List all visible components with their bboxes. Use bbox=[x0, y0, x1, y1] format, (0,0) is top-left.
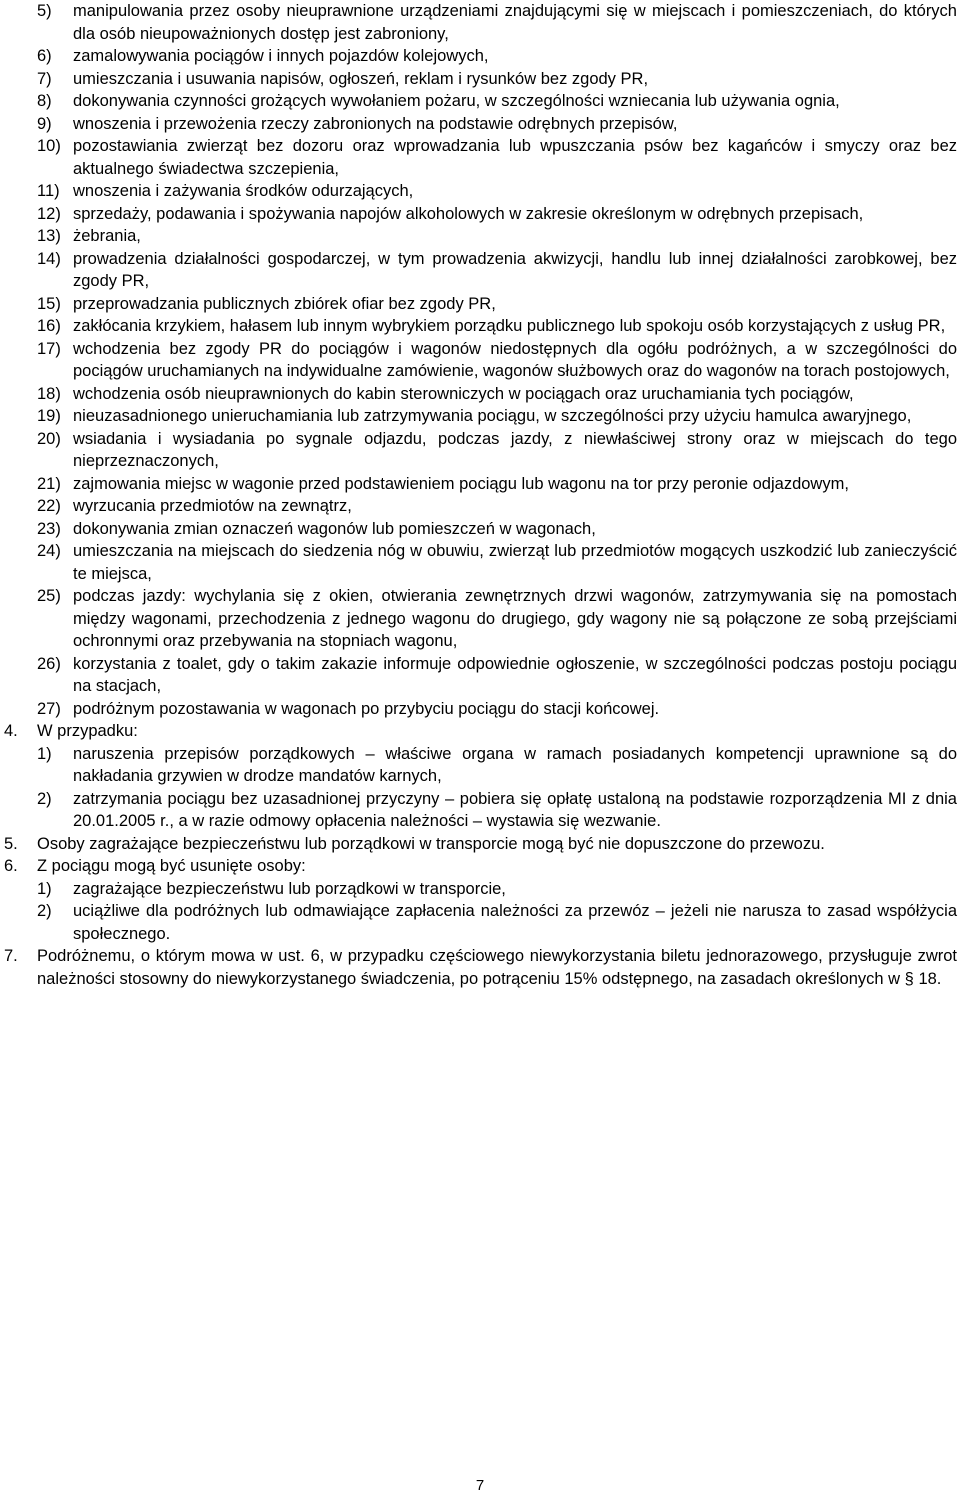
item-text: uciążliwe dla podróżnych lub odmawiające zapłacenia należności za przewóz – jeżeli nie narusza to zasad współżycia społecznego. bbox=[73, 902, 957, 943]
item-text: nieuzasadnionego unieruchamiania lub zatrzymywania pociągu, w szczególności przy użyciu hamulca awaryjnego, bbox=[73, 407, 912, 425]
item-text: wsiadania i wysiadania po sygnale odjazdu, podczas jazdy, z niewłaściwej strony oraz w miejscach do tego nieprzeznaczonych, bbox=[73, 429, 957, 470]
section-6-list bbox=[0, 878, 960, 946]
list-item bbox=[0, 788, 957, 833]
list-item bbox=[0, 495, 957, 518]
list-item bbox=[0, 383, 957, 406]
prohibitions-list bbox=[0, 0, 960, 720]
item-text: wnoszenia i zażywania środków odurzających, bbox=[73, 182, 414, 200]
item-number: 11) bbox=[37, 182, 60, 200]
list-item bbox=[0, 405, 957, 428]
list-item bbox=[0, 180, 957, 203]
item-text: sprzedaży, podawania i spożywania napojów alkoholowych w zakresie określonym w odrębnych przepisach, bbox=[73, 204, 864, 223]
item-number: 25) bbox=[37, 587, 61, 605]
item-number: 1) bbox=[37, 879, 52, 898]
item-number: 13) bbox=[37, 227, 61, 245]
list-item bbox=[0, 248, 957, 293]
item-number: 19) bbox=[37, 407, 61, 425]
item-number: 21) bbox=[37, 474, 61, 493]
item-text: naruszenia przepisów porządkowych – właściwe organa w ramach posiadanych kompetencji uprawnione są do nakładania grzywien w drodze mandatów karnych, bbox=[73, 744, 957, 785]
section-6-heading bbox=[0, 855, 957, 878]
list-item bbox=[0, 540, 957, 585]
section-4-heading bbox=[0, 720, 957, 743]
item-number: 22) bbox=[37, 497, 61, 515]
item-number: 7) bbox=[37, 69, 52, 88]
item-text: zakłócania krzykiem, hałasem lub innym wybrykiem porządku publicznego lub spokoju osób korzystających z usług PR, bbox=[73, 317, 946, 335]
item-number: 15) bbox=[37, 294, 61, 313]
item-number: 10) bbox=[37, 137, 61, 155]
list-item bbox=[0, 473, 957, 496]
section-text: Osoby zagrażające bezpieczeństwu lub porządkowi w transporcie mogą być nie dopuszczone do przewozu. bbox=[37, 834, 825, 853]
list-item bbox=[0, 90, 957, 113]
list-item bbox=[0, 45, 957, 68]
list-item bbox=[0, 113, 957, 136]
item-text: dokonywania zmian oznaczeń wagonów lub pomieszczeń w wagonach, bbox=[73, 519, 596, 538]
section-number: 7. bbox=[4, 947, 18, 965]
item-number: 12) bbox=[37, 204, 61, 223]
item-text: zajmowania miejsc w wagonie przed podstawieniem pociągu lub wagonu na tor przy peronie odjazdowym, bbox=[73, 474, 849, 493]
section-text: W przypadku: bbox=[37, 722, 138, 740]
item-text: zatrzymania pociągu bez uzasadnionej przyczyny – pobiera się opłatę ustaloną na podstawie rozporządzenia MI z dnia 20.01.2005 r., a w razie odmowy opłacenia należności – wystawia się wezwanie. bbox=[73, 789, 957, 830]
item-text: wchodzenia bez zgody PR do pociągów i wagonów niedostępnych dla ogółu podróżnych, a w szczególności do pociągów uruchamianych na indywidualne zamówienie, wagonów służbowych oraz do wagonów na torach postojowych, bbox=[73, 339, 957, 380]
item-number: 2) bbox=[37, 789, 52, 808]
item-number: 2) bbox=[37, 902, 52, 920]
item-number: 14) bbox=[37, 249, 61, 268]
item-number: 20) bbox=[37, 429, 61, 448]
item-number: 17) bbox=[37, 339, 61, 358]
item-number: 23) bbox=[37, 519, 61, 538]
section-text: Z pociągu mogą być usunięte osoby: bbox=[37, 857, 306, 875]
section-text: Podróżnemu, o którym mowa w ust. 6, w przypadku częściowego niewykorzystania biletu jednorazowego, przysługuje zwrot należności stosowny do niewykorzystanego świadczenia, po potrąceniu 15% odstępnego, na zasadach określonych w § 18. bbox=[37, 947, 957, 988]
list-item bbox=[0, 0, 957, 45]
item-number: 18) bbox=[37, 384, 61, 403]
item-number: 5) bbox=[37, 2, 52, 20]
list-item bbox=[0, 225, 957, 248]
list-item bbox=[0, 68, 957, 91]
item-text: przeprowadzania publicznych zbiórek ofiar bez zgody PR, bbox=[73, 294, 496, 313]
list-item bbox=[0, 653, 957, 698]
item-text: manipulowania przez osoby nieuprawnione urządzeniami znajdującymi się w miejscach i pomieszczeniach, do których dla osób nieupoważnionych dostęp jest zabroniony, bbox=[73, 2, 957, 43]
list-item bbox=[0, 293, 957, 316]
item-text: żebrania, bbox=[73, 227, 141, 245]
item-text: podróżnym pozostawania w wagonach po przybyciu pociągu do stacji końcowej. bbox=[73, 699, 660, 718]
list-item bbox=[0, 315, 957, 338]
section-5 bbox=[0, 833, 957, 856]
section-number: 6. bbox=[4, 857, 18, 875]
item-text: wyrzucania przedmiotów na zewnątrz, bbox=[73, 497, 352, 515]
item-number: 9) bbox=[37, 114, 52, 133]
list-item bbox=[0, 428, 957, 473]
section-number: 5. bbox=[4, 834, 18, 853]
section-4-list bbox=[0, 743, 960, 833]
item-number: 26) bbox=[37, 654, 61, 673]
item-text: umieszczania na miejscach do siedzenia nóg w obuwiu, zwierząt lub przedmiotów mogących uszkodzić lub zanieczyścić te miejsca, bbox=[73, 542, 957, 583]
section-number: 4. bbox=[4, 722, 18, 740]
item-text: wchodzenia osób nieuprawnionych do kabin sterowniczych w pociągach oraz uruchamiania tych pociągów, bbox=[73, 384, 854, 403]
list-item bbox=[0, 518, 957, 541]
item-text: korzystania z toalet, gdy o takim zakazie informuje odpowiednie ogłoszenie, w szczególności podczas postoju pociągu na stacjach, bbox=[73, 654, 957, 695]
item-number: 6) bbox=[37, 47, 52, 65]
item-text: zagrażające bezpieczeństwu lub porządkowi w transporcie, bbox=[73, 879, 506, 898]
item-text: pozostawiania zwierząt bez dozoru oraz wprowadzania lub wpuszczania psów bez kagańców i smyczy oraz bez aktualnego świadectwa szczepienia, bbox=[73, 137, 957, 178]
list-item bbox=[0, 743, 957, 788]
list-item bbox=[0, 878, 957, 901]
item-number: 24) bbox=[37, 542, 61, 560]
item-number: 8) bbox=[37, 92, 52, 110]
list-item bbox=[0, 585, 957, 653]
item-text: dokonywania czynności grożących wywołaniem pożaru, w szczególności wzniecania lub używania ognia, bbox=[73, 92, 840, 110]
list-item bbox=[0, 900, 957, 945]
item-text: prowadzenia działalności gospodarczej, w tym prowadzenia akwizycji, handlu lub innej działalności zarobkowej, bez zgody PR, bbox=[73, 249, 957, 290]
item-number: 16) bbox=[37, 317, 61, 335]
item-text: zamalowywania pociągów i innych pojazdów kolejowych, bbox=[73, 47, 489, 65]
list-item bbox=[0, 698, 957, 721]
page-number: 7 bbox=[475, 1477, 485, 1494]
item-text: umieszczania i usuwania napisów, ogłoszeń, reklam i rysunków bez zgody PR, bbox=[73, 69, 649, 88]
item-text: podczas jazdy: wychylania się z okien, otwierania zewnętrznych drzwi wagonów, zatrzymywania się na pomostach między wagonami, przechodzenia z jednego wagonu do drugiego, gdy wagony nie są połączone ze sobą przejściami ochronnymi oraz przebywania na stopniach wagonu, bbox=[73, 587, 957, 650]
list-item bbox=[0, 203, 957, 226]
list-item bbox=[0, 338, 957, 383]
item-number: 27) bbox=[37, 699, 61, 718]
item-text: wnoszenia i przewożenia rzeczy zabronionych na podstawie odrębnych przepisów, bbox=[73, 114, 678, 133]
list-item bbox=[0, 135, 957, 180]
section-7 bbox=[0, 945, 957, 990]
item-number: 1) bbox=[37, 744, 52, 763]
